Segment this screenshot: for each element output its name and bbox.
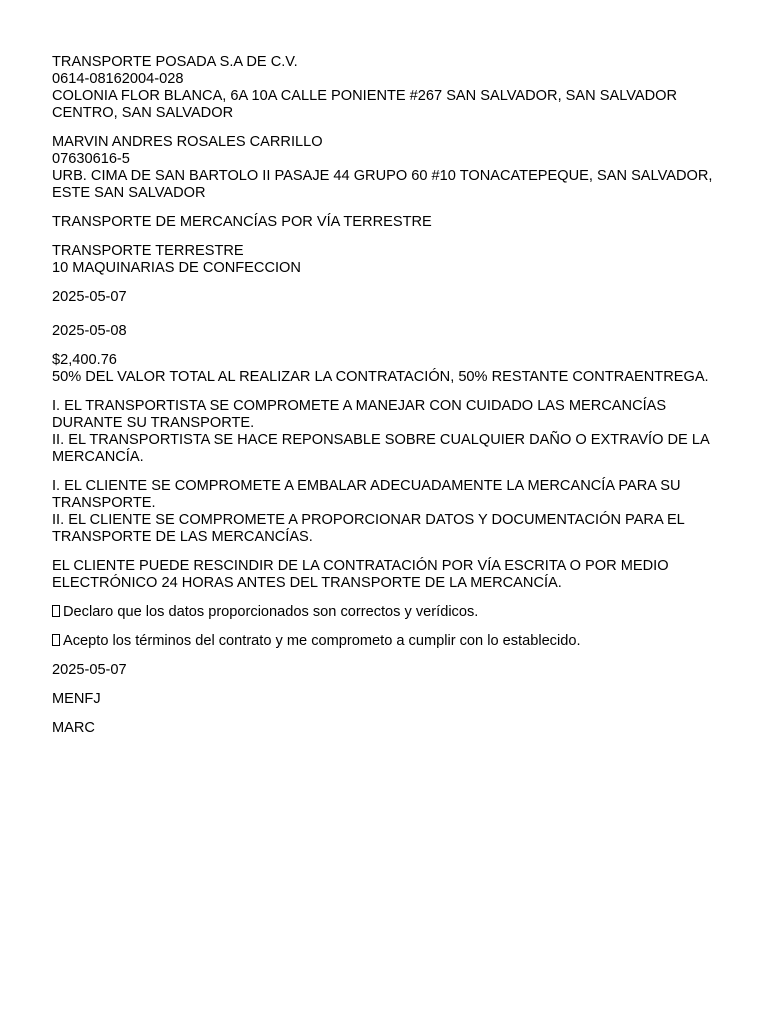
carrier-obligation-1: I. EL TRANSPORTISTA SE COMPROMETE A MANEJAR CON CUIDADO LAS MERCANCÍAS DURANTE SU TRANSPORTE. — [52, 398, 667, 431]
client-section — [52, 134, 716, 202]
client-address: URB. CIMA DE SAN BARTOLO II PASAJE 44 GRUPO 60 #10 TONACATEPEQUE, SAN SALVADOR, ESTE SAN SALVADOR — [52, 168, 713, 201]
declaration-accept-line — [52, 633, 716, 650]
service-description-section — [52, 214, 716, 231]
declaration-accept — [52, 633, 716, 650]
client-obligation-2: II. EL CLIENTE SE COMPROMETE A PROPORCIONAR DATOS Y DOCUMENTACIÓN PARA EL TRANSPORTE DE LAS MERCANCÍAS. — [52, 512, 685, 545]
declaration-truthful-line — [52, 604, 716, 621]
service-mode: TRANSPORTE TERRESTRE — [52, 243, 244, 259]
client-obligation-1: I. EL CLIENTE SE COMPROMETE A EMBALAR ADECUADAMENTE LA MERCANCÍA PARA SU TRANSPORTE. — [52, 478, 681, 511]
carrier-nit: 0614-08162004-028 — [52, 71, 184, 87]
checkbox-icon — [52, 634, 60, 646]
declaration-accept-text: Acepto los términos del contrato y me comprometo a cumplir con lo establecido. — [63, 633, 581, 649]
end-date-section — [52, 323, 716, 340]
end-date: 2025-05-08 — [52, 323, 127, 339]
declaration-truthful — [52, 604, 716, 621]
signature-date: 2025-05-07 — [52, 662, 127, 678]
client-id: 07630616-5 — [52, 151, 130, 167]
service-details-section — [52, 243, 716, 277]
carrier-name: TRANSPORTE POSADA S.A DE C.V. — [52, 54, 298, 70]
client-obligations-section — [52, 478, 716, 546]
checkbox-icon — [52, 605, 60, 617]
start-date-section — [52, 289, 716, 306]
service-cargo: 10 MAQUINARIAS DE CONFECCION — [52, 260, 301, 276]
carrier-section — [52, 54, 716, 122]
carrier-address: COLONIA FLOR BLANCA, 6A 10A CALLE PONIENTE #267 SAN SALVADOR, SAN SALVADOR CENTRO, SAN SALVADOR — [52, 88, 678, 121]
signature-field-2-section — [52, 720, 716, 737]
signature-date-section — [52, 662, 716, 679]
signature-field-2: MARC — [52, 720, 95, 736]
carrier-obligations-section — [52, 398, 716, 466]
payment-terms: 50% DEL VALOR TOTAL AL REALIZAR LA CONTRATACIÓN, 50% RESTANTE CONTRAENTREGA. — [52, 369, 709, 385]
carrier-obligation-2: II. EL TRANSPORTISTA SE HACE REPONSABLE SOBRE CUALQUIER DAÑO O EXTRAVÍO DE LA MERCANCÍA. — [52, 432, 709, 465]
client-name: MARVIN ANDRES ROSALES CARRILLO — [52, 134, 323, 150]
termination-section — [52, 558, 716, 592]
service-description: TRANSPORTE DE MERCANCÍAS POR VÍA TERRESTRE — [52, 214, 432, 230]
payment-section — [52, 352, 716, 386]
start-date: 2025-05-07 — [52, 289, 127, 305]
signature-field-1-section — [52, 691, 716, 708]
declaration-truthful-text: Declaro que los datos proporcionados son correctos y verídicos. — [63, 604, 479, 620]
termination-clause: EL CLIENTE PUEDE RESCINDIR DE LA CONTRATACIÓN POR VÍA ESCRITA O POR MEDIO ELECTRÓNICO 24 HORAS ANTES DEL TRANSPORTE DE LA MERCANCÍA. — [52, 558, 669, 591]
payment-amount: $2,400.76 — [52, 352, 117, 368]
signature-field-1: MENFJ — [52, 691, 101, 707]
